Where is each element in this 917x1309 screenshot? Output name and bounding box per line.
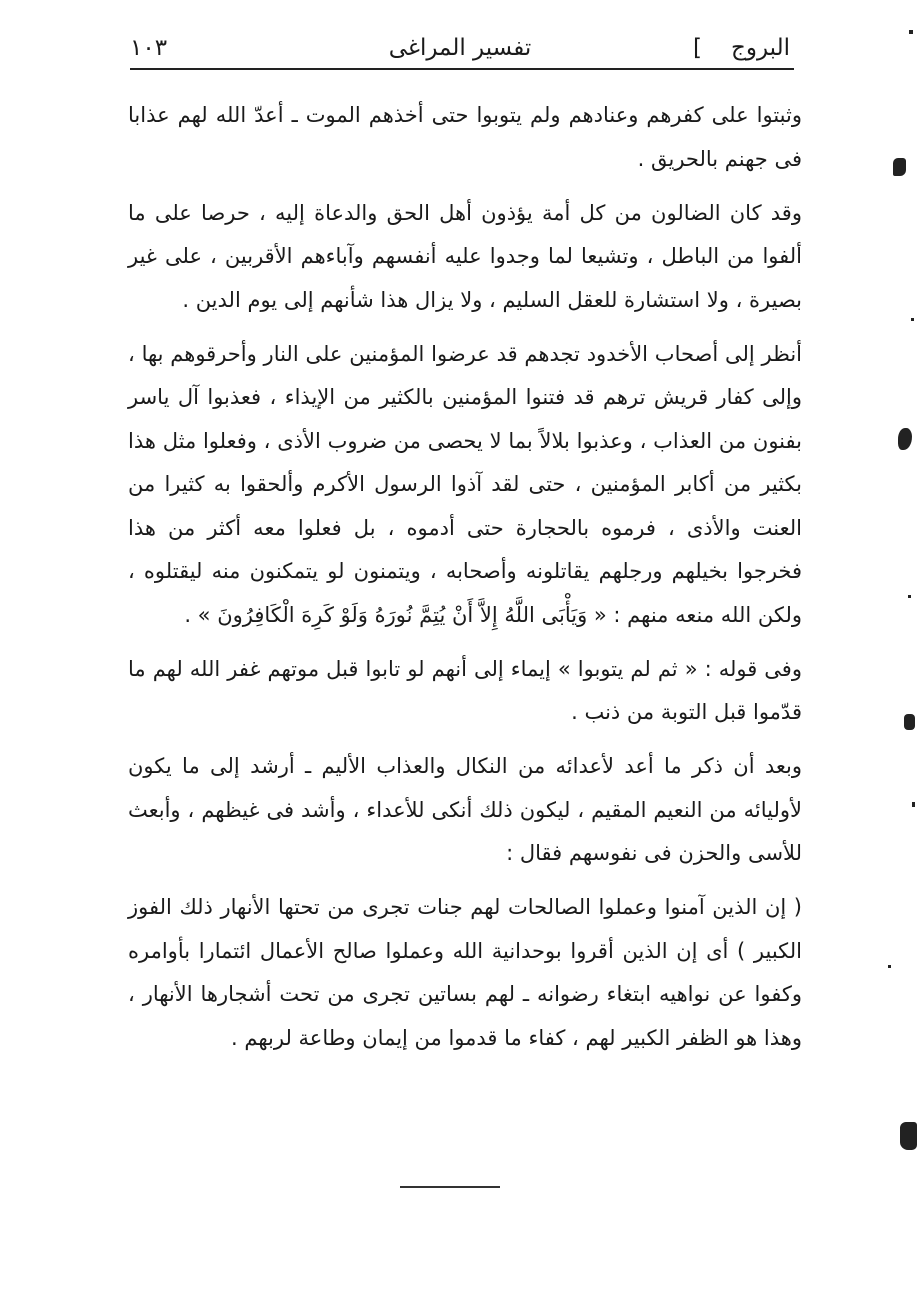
paragraph-6: ( إن الذين آمنوا وعملوا الصالحات لهم جنات تجرى من تحتها الأنهار ذلك الفوز الكبير ) أى إن الذين أقروا بوحدانية الله وعملوا صالح الأعمال ائتمارا بأوامره وكفوا عن نواهيه ابتغاء رضوانه ـ لهم بساتين تجرى من تحت أشجارها الأنهار ، وهذا هو الظفر الكبير لهم ، كفاء ما قدموا من إيمان وطاعة لربهم . [128, 895, 802, 1050]
paragraph-5: وبعد أن ذكر ما أعد لأعدائه من النكال والعذاب الأليم ـ أرشد إلى ما يكون لأوليائه من النعيم المقيم ، ليكون ذلك أنكى للأعداء ، وأشد فى غيظهم ، وأبعث للأسى والحزن فى نفوسهم فقال : [128, 754, 802, 865]
paragraph-1: وثبتوا على كفرهم وعنادهم ولم يتوبوا حتى أخذهم الموت ـ أعدّ الله لهم عذابا فى جهنم بالحريق . [128, 103, 802, 171]
end-rule [400, 1186, 500, 1188]
scan-speck [911, 318, 914, 321]
page-number: ١٠٣ [130, 35, 168, 61]
scan-blot [904, 714, 915, 730]
scan-speck [888, 965, 891, 968]
section-name: البروج [731, 35, 790, 61]
paragraph-2: وقد كان الضالون من كل أمة يؤذون أهل الحق والدعاة إليه ، حرصا على ما ألفوا من الباطل ، وتشيعا لما وجدوا عليه أنفسهم وآباءهم الأقربين ، على غير بصيرة ، ولا استشارة للعقل السليم ، ولا يزال هذا شأنهم إلى يوم الدين . [128, 200, 802, 312]
paragraph-4: وفى قوله : « ثم لم يتوبوا » إيماء إلى أنهم لو تابوا قبل موتهم غفر الله لهم ما قدّموا قبل التوبة من ذنب . [128, 656, 802, 724]
scan-blot [898, 428, 912, 450]
page-header [130, 28, 790, 68]
running-title: تفسير المراغى [388, 35, 532, 61]
body-text [128, 94, 802, 1060]
paragraph-3: أنظر إلى أصحاب الأخدود تجدهم قد عرضوا المؤمنين على النار وأحرقوهم بها ، وإلى كفار قريش ترهم قد فتنوا المؤمنين بالكثير من الإيذاء ، فعذبوا آل ياسر بفنون من العذاب ، وعذبوا بلالاً بما لا يحصى من ضروب الأذى ، وفعلوا مثل هذا بكثير من أكابر المؤمنين ، حتى لقد آذوا الرسول الأكرم وألحقوا به كثيرا من العنت والأذى ، فرموه بالحجارة حتى أدموه ، بل فعلوا معه أكثر من هذا فخرجوا بخيلهم ورجلهم يقاتلونه وأصحابه ، ويتمنون لو يتمكنون منه ليقتلوه ، ولكن الله منعه منهم : « وَيَأْبَى اللَّهُ إِلاَّ أَنْ يُتِمَّ نُورَهُ وَلَوْ كَرِهَ الْكَافِرُونَ » . [128, 341, 802, 627]
header-bracket: ] [693, 35, 702, 61]
scan-blot [900, 1122, 917, 1150]
header-rule [130, 68, 794, 70]
scan-speck [909, 30, 913, 34]
scan-speck [912, 802, 915, 807]
scan-blot [893, 158, 906, 176]
scan-speck [908, 595, 911, 598]
